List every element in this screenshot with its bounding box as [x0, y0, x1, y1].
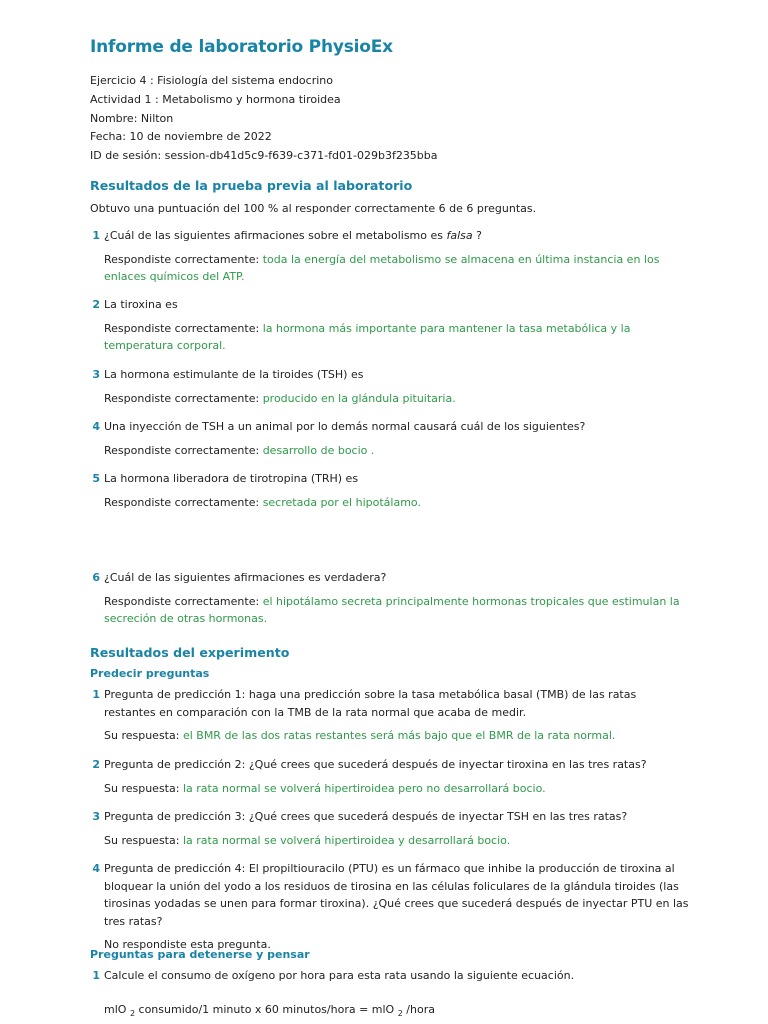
answer-prefix: Su respuesta:: [104, 833, 183, 847]
prediction-question: [90, 808, 690, 849]
question-number: 4: [92, 862, 100, 875]
question-text: La tiroxina es: [104, 298, 178, 311]
question-text: [104, 227, 690, 245]
oxygen-equation: [104, 1003, 435, 1018]
question-answer: [104, 320, 690, 355]
user-answer: la rata normal se volverá hipertiroidea y desarrollará bocio.: [182, 833, 511, 847]
correct-answer: producido en la glándula pituitaria.: [262, 391, 456, 405]
prediction-question: [90, 756, 690, 797]
question-number: 4: [92, 420, 100, 433]
question-number: 2: [92, 298, 100, 311]
question-text: La hormona liberadora de tirotropina (TRH) es: [104, 472, 359, 485]
equation-part: /hora: [402, 1003, 435, 1016]
answer-prefix: Respondiste correctamente:: [104, 594, 263, 608]
answer-prefix: Respondiste correctamente:: [104, 391, 263, 405]
question-number: 1: [92, 229, 100, 242]
prelab-score: Obtuvo una puntuación del 100 % al responder correctamente 6 de 6 preguntas.: [90, 202, 537, 215]
meta-session-id: ID de sesión: session-db41d5c9-f639-c371-fd01-029b3f235bba: [90, 149, 438, 163]
question-number: 3: [92, 368, 100, 381]
no-answer-notice: No respondiste esta pregunta.: [104, 938, 271, 952]
prediction-question: [90, 860, 690, 954]
user-answer: el BMR de las dos ratas restantes será más bajo que el BMR de la rata normal.: [182, 729, 616, 743]
question-answer: [104, 494, 690, 512]
answer-prefix: Respondiste correctamente:: [104, 495, 263, 509]
prelab-question: [90, 418, 690, 459]
question-text-emphasis: falsa: [446, 229, 473, 242]
question-text: Pregunta de predicción 2: ¿Qué crees que sucederá después de inyectar tiroxina en las tres ratas?: [104, 758, 647, 771]
question-number: 1: [92, 969, 100, 982]
stop-question: [90, 967, 690, 985]
user-answer: la rata normal se volverá hipertiroidea pero no desarrollará bocio.: [182, 781, 546, 795]
equation-part: consumido/1 minuto x 60 minutos/hora = mlO: [135, 1003, 398, 1016]
question-text: Pregunta de predicción 4: El propiltiouracilo (PTU) es un fármaco que inhibe la producción de tiroxina al bloquear la unión del yodo a los residuos de tirosina en las células foliculares de la glándula tiroides (las tirosinas yodadas se unen para formar tiroxina). ¿Qué crees que sucederá después de inyectar PTU en las tres ratas?: [104, 862, 689, 928]
question-answer: [104, 727, 690, 745]
answer-prefix: Respondiste correctamente:: [104, 321, 263, 335]
correct-answer: toda la energía del metabolismo se almacena en última instancia en los enlaces químicos del ATP.: [104, 252, 660, 284]
prediction-question: [90, 686, 690, 745]
question-text: Calcule el consumo de oxígeno por hora para esta rata usando la siguiente ecuación.: [104, 969, 575, 982]
question-text: Una inyección de TSH a un animal por lo demás normal causará cuál de los siguientes?: [104, 420, 586, 433]
prelab-question: [90, 569, 690, 628]
correct-answer: secretada por el hipotálamo.: [262, 495, 421, 509]
prelab-question: [90, 296, 690, 355]
equation-subscript: 2: [129, 1009, 136, 1019]
prelab-heading: Resultados de la prueba previa al laboratorio: [90, 178, 413, 193]
question-number: 1: [92, 688, 100, 701]
prelab-question: [90, 470, 690, 511]
experiment-heading: Resultados del experimento: [90, 645, 290, 660]
answer-prefix: Respondiste correctamente:: [104, 252, 263, 266]
meta-activity: Actividad 1 : Metabolismo y hormona tiroidea: [90, 92, 341, 106]
question-answer: [104, 780, 690, 798]
meta-name: Nombre: Nilton: [90, 111, 174, 125]
question-answer: [104, 593, 690, 628]
question-answer: [104, 832, 690, 850]
question-text: La hormona estimulante de la tiroides (TSH) es: [104, 368, 364, 381]
answer-prefix: Respondiste correctamente:: [104, 443, 263, 457]
question-number: 3: [92, 810, 100, 823]
question-number: 2: [92, 758, 100, 771]
question-text: Pregunta de predicción 3: ¿Qué crees que sucederá después de inyectar TSH en las tres ratas?: [104, 810, 628, 823]
question-answer: [104, 442, 690, 460]
prelab-question: [90, 366, 690, 407]
question-number: 5: [92, 472, 100, 485]
correct-answer: desarrollo de bocio .: [262, 443, 375, 457]
correct-answer: la hormona más importante para mantener la tasa metabólica y la temperatura corporal.: [104, 321, 631, 353]
predict-heading: Predecir preguntas: [90, 667, 210, 680]
question-number: 6: [92, 571, 100, 584]
question-answer: [104, 251, 690, 286]
answer-prefix: Su respuesta:: [104, 781, 183, 795]
question-answer: [104, 390, 690, 408]
stop-and-think-heading: Preguntas para detenerse y pensar: [90, 948, 310, 961]
correct-answer: el hipotálamo secreta principalmente hormonas tropicales que estimulan la secreción de otras hormonas.: [104, 594, 680, 626]
page-title: Informe de laboratorio PhysioEx: [90, 37, 393, 57]
meta-date: Fecha: 10 de noviembre de 2022: [90, 130, 272, 144]
prelab-question: [90, 227, 690, 286]
question-text: ¿Cuál de las siguientes afirmaciones es verdadera?: [104, 571, 387, 584]
question-text-part: ¿Cuál de las siguientes afirmaciones sobre el metabolismo es: [104, 229, 447, 242]
equation-part: mlO: [104, 1003, 130, 1016]
answer-prefix: Su respuesta:: [104, 729, 183, 743]
question-text: Pregunta de predicción 1: haga una predicción sobre la tasa metabólica basal (TMB) de las ratas restantes en comparación con la TMB de la rata normal que acaba de medir.: [104, 688, 637, 719]
question-text-part: ?: [472, 229, 482, 242]
report-meta: [90, 72, 438, 166]
meta-exercise: Ejercicio 4 : Fisiología del sistema endocrino: [90, 74, 333, 87]
equation-subscript: 2: [397, 1009, 403, 1019]
